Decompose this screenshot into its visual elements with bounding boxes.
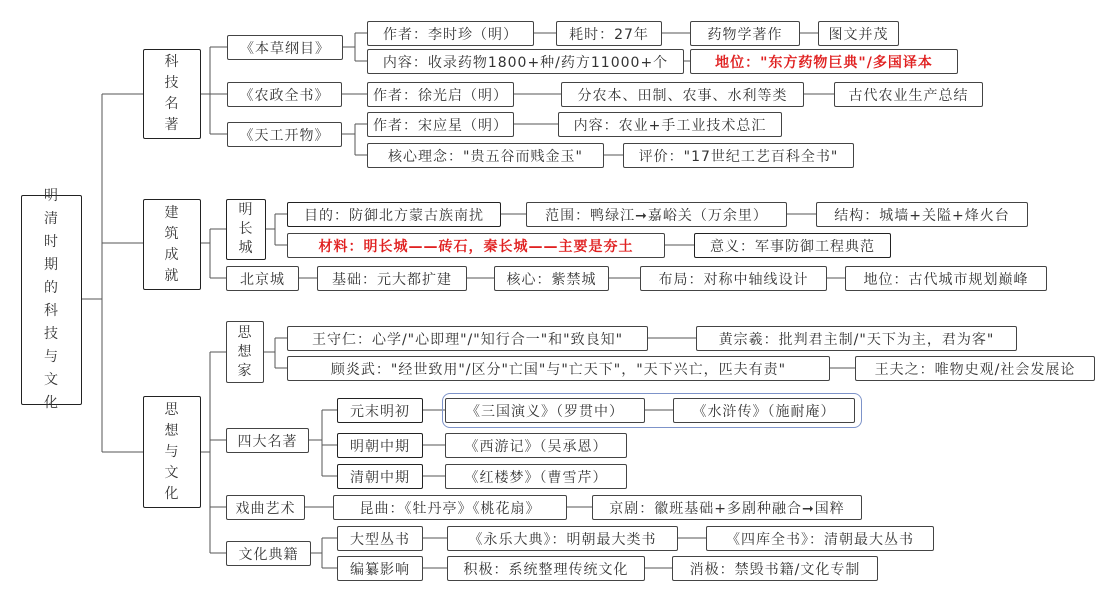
node-bencao-feature[interactable]: 图文并茂 <box>818 21 899 46</box>
node-period-1[interactable]: 元末明初 <box>337 398 423 423</box>
node-changcheng-title: 明长城 <box>238 202 254 256</box>
node-changcheng[interactable] <box>226 199 266 260</box>
node-wangshouren[interactable]: 王守仁：心学/"心即理"/"知行合一"和"致良知" <box>287 326 648 351</box>
node-jingju[interactable]: 京剧：徽班基础+多剧种融合➞国粹 <box>592 495 862 520</box>
node-period-3[interactable]: 清朝中期 <box>337 464 423 489</box>
node-wangfuzhi[interactable]: 王夫之：唯物史观/社会发展论 <box>855 356 1095 381</box>
node-bencao[interactable]: 《本草纲目》 <box>227 35 343 60</box>
node-guyanwu[interactable]: 顾炎武："经世致用"/区分"亡国"与"亡天下"，"天下兴亡，匹夫有责" <box>287 356 830 381</box>
node-nongzheng-summary[interactable]: 古代农业生产总结 <box>834 82 983 107</box>
node-honglou[interactable]: 《红楼梦》（曹雪芹） <box>445 464 627 489</box>
node-xiyou[interactable]: 《西游记》（吴承恩） <box>445 433 627 458</box>
node-tiangong-review[interactable]: 评价："17世纪工艺百科全书" <box>623 143 854 168</box>
node-beijing-status[interactable]: 地位：古代城市规划巅峰 <box>845 266 1047 291</box>
node-sixiangjia[interactable] <box>226 321 264 383</box>
root-node[interactable] <box>21 188 82 411</box>
node-sanguo[interactable]: 《三国演义》（罗贯中） <box>445 398 645 423</box>
node-mingzhu[interactable]: 四大名著 <box>226 428 309 453</box>
category-jianzhu-title: 建筑成就 <box>164 204 180 284</box>
node-bencao-time[interactable]: 耗时：27年 <box>556 21 662 46</box>
category-sixiang[interactable] <box>143 396 201 508</box>
node-tiangong-author[interactable]: 作者：宋应星（明） <box>367 112 514 137</box>
node-bencao-author[interactable]: 作者：李时珍（明） <box>367 21 534 46</box>
node-xiqu[interactable]: 戏曲艺术 <box>226 495 305 520</box>
node-changcheng-meaning[interactable]: 意义：军事防御工程典范 <box>694 233 891 258</box>
category-keji[interactable] <box>143 49 201 139</box>
node-changcheng-structure[interactable]: 结构：城墙+关隘+烽火台 <box>816 202 1028 227</box>
node-nongzheng-content[interactable]: 分农本、田制、农事、水利等类 <box>561 82 804 107</box>
node-tiangong[interactable]: 《天工开物》 <box>227 122 342 147</box>
node-bencao-content[interactable]: 内容：收录药物1800+种/药方11000+个 <box>367 49 684 74</box>
node-changcheng-range[interactable]: 范围：鸭绿江➞嘉峪关（万余里） <box>526 202 787 227</box>
node-bencao-status[interactable]: 地位："东方药物巨典"/多国译本 <box>690 49 958 74</box>
node-changcheng-purpose[interactable]: 目的：防御北方蒙古族南扰 <box>287 202 501 227</box>
node-yongle[interactable]: 《永乐大典》：明朝最大类书 <box>447 526 678 551</box>
node-tiangong-idea[interactable]: 核心理念："贵五谷而贱金玉" <box>367 143 604 168</box>
node-period-2[interactable]: 明朝中期 <box>337 433 423 458</box>
node-negative[interactable]: 消极：禁毁书籍/文化专制 <box>672 556 878 581</box>
root-title: 明清时期的科技与文化 <box>44 188 59 411</box>
node-sixiangjia-title: 思想家 <box>237 324 253 379</box>
category-jianzhu[interactable] <box>143 199 201 290</box>
node-positive[interactable]: 积极：系统整理传统文化 <box>447 556 645 581</box>
node-changcheng-material[interactable]: 材料：明长城——砖石，秦长城——主要是夯土 <box>287 233 665 258</box>
node-big-series[interactable]: 大型丛书 <box>337 526 423 551</box>
node-dianji[interactable]: 文化典籍 <box>226 541 311 566</box>
category-keji-title: 科技名著 <box>164 54 180 133</box>
node-shuihu[interactable]: 《水浒传》（施耐庵） <box>673 398 855 423</box>
node-kunqu[interactable]: 昆曲：《牡丹亭》《桃花扇》 <box>333 495 567 520</box>
node-huangzongxi[interactable]: 黄宗羲：批判君主制/"天下为主，君为客" <box>696 326 1017 351</box>
node-beijing-core[interactable]: 核心：紫禁城 <box>494 266 609 291</box>
node-nongzheng-author[interactable]: 作者：徐光启（明） <box>367 82 514 107</box>
node-nongzheng[interactable]: 《农政全书》 <box>227 82 342 107</box>
node-effect[interactable]: 编纂影响 <box>337 556 423 581</box>
node-siku[interactable]: 《四库全书》：清朝最大丛书 <box>706 526 934 551</box>
node-beijing-layout[interactable]: 布局：对称中轴线设计 <box>640 266 827 291</box>
node-tiangong-content[interactable]: 内容：农业+手工业技术总汇 <box>558 112 782 137</box>
category-sixiang-title: 思想与文化 <box>164 401 180 502</box>
node-bencao-type[interactable]: 药物学著作 <box>690 21 800 46</box>
node-beijing-base[interactable]: 基础：元大都扩建 <box>317 266 467 291</box>
node-beijing[interactable]: 北京城 <box>226 266 299 291</box>
